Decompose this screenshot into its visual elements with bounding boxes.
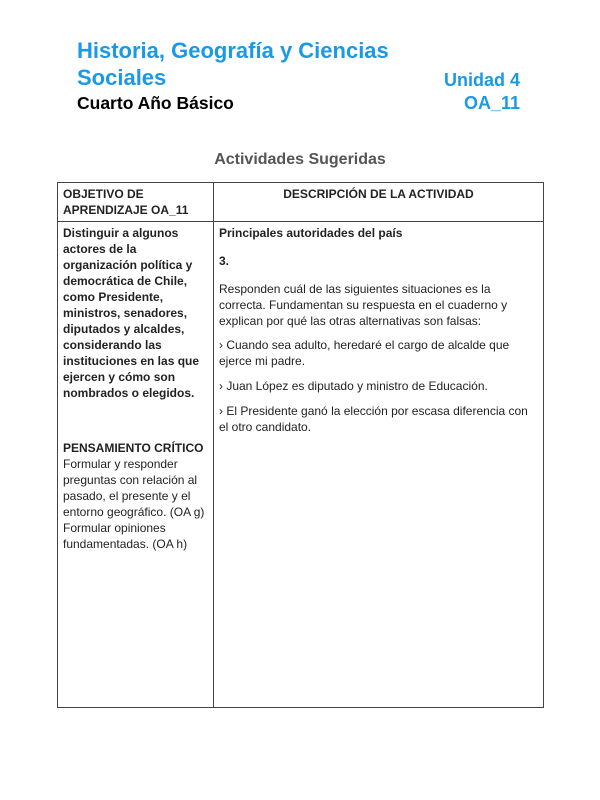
critical-thinking-heading: PENSAMIENTO CRÍTICO: [63, 441, 204, 455]
activities-table: [57, 182, 544, 708]
activity-title: Principales autoridades del país: [219, 226, 403, 240]
section-title: Actividades Sugeridas: [214, 151, 386, 168]
description-column-header: DESCRIPCIÓN DE LA ACTIVIDAD: [214, 183, 544, 222]
activity-option: › El Presidente ganó la elección por escasa diferencia con el otro candidato.: [219, 404, 528, 434]
grade-title: Cuarto Año Básico: [77, 93, 234, 113]
activity-number: 3.: [219, 254, 230, 268]
objective-cell: [58, 222, 214, 708]
table-row: [58, 222, 544, 708]
activity-option: › Juan López es diputado y ministro de Educación.: [219, 379, 488, 393]
description-cell: [214, 222, 544, 708]
oa-code-label: OA_11: [463, 93, 520, 113]
activity-instructions: Responden cuál de las siguientes situaciones es la correcta. Fundamentan su respuesta en el cuaderno y explican por qué las otras alternativas son falsas:: [219, 282, 508, 328]
critical-thinking-item: Formular opiniones fundamentadas. (OA h): [63, 521, 188, 551]
table-header-row: [58, 183, 544, 222]
objective-column-header: OBJETIVO DE APRENDIZAJE OA_11: [58, 183, 214, 222]
activity-option: › Cuando sea adulto, heredaré el cargo de alcalde que ejerce mi padre.: [219, 338, 510, 368]
subject-title: Historia, Geografía y Ciencias Sociales: [77, 38, 389, 90]
critical-thinking-item: Formular y responder preguntas con relación al pasado, el presente y el entorno geográfico. (OA g): [63, 457, 205, 519]
unit-label: Unidad 4: [443, 70, 520, 90]
objective-text: Distinguir a algunos actores de la organización política y democrática de Chile, como Presidente, ministros, senadores, diputados y alcaldes, considerando las instituciones en las que ejercen y cómo son nombrados o elegidos.: [63, 226, 200, 400]
